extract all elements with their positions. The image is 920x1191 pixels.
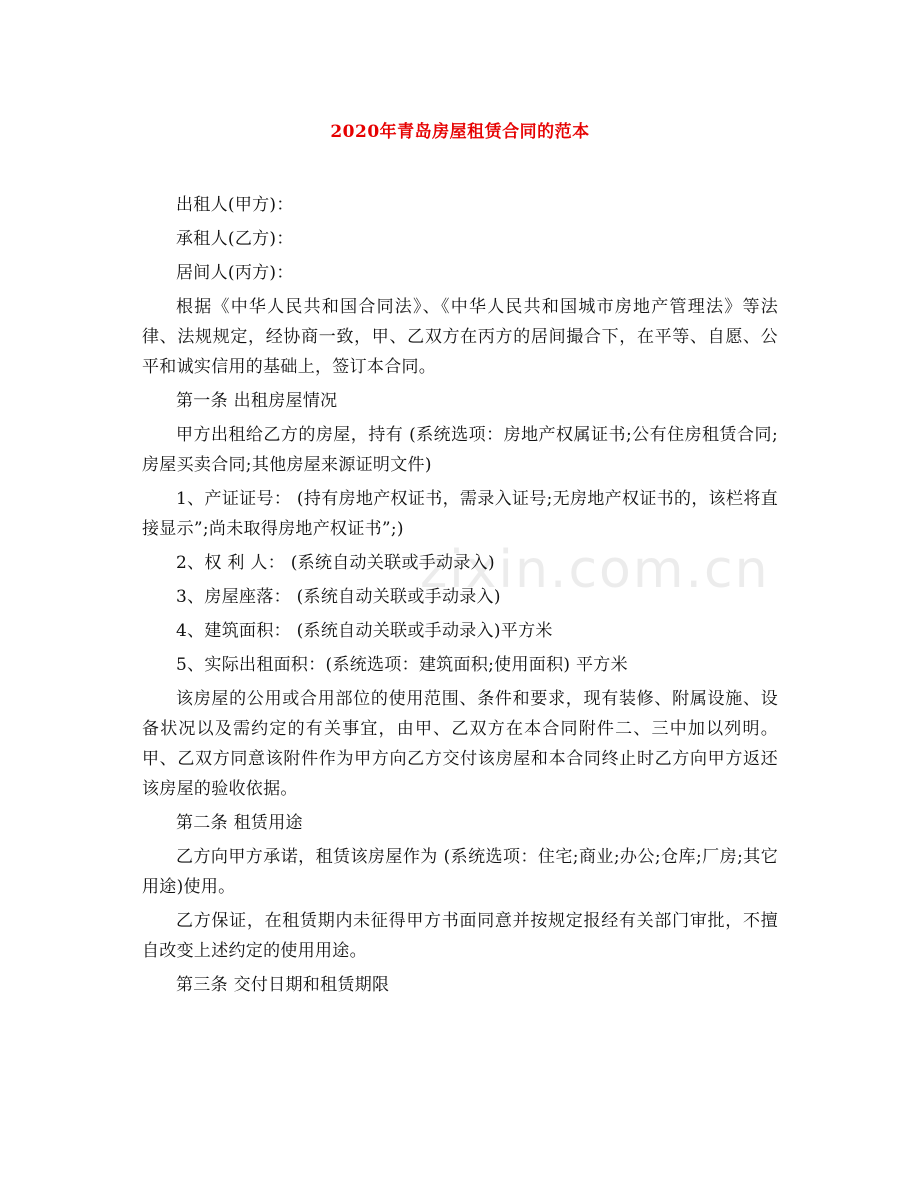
item-location: 3、房屋座落： (系统自动关联或手动录入) (176, 587, 501, 607)
paragraph-lessee: 承租人(乙方)： (176, 229, 294, 249)
paragraph-property-certificate: 甲方出租给乙方的房屋，持有 (系统选项：房地产权属证书;公有住房租赁合同;房屋买卖合同;其他房屋来源证明文件) (142, 425, 778, 475)
article-2-heading: 第二条 租赁用途 (176, 813, 303, 833)
paragraph-common-areas: 该房屋的公用或合用部位的使用范围、条件和要求，现有装修、附属设施、设备状况以及需约定的有关事宜，由甲、乙双方在本合同附件二、三中加以列明。甲、乙双方同意该附件作为甲方向乙方交付该房屋和本合同终止时乙方向甲方返还该房屋的验收依据。 (142, 689, 778, 799)
paragraph-intermediary: 居间人(丙方)： (176, 263, 294, 283)
item-building-area: 4、建筑面积： (系统自动关联或手动录入)平方米 (176, 621, 553, 641)
paragraph-usage-promise: 乙方向甲方承诺，租赁该房屋作为 (系统选项：住宅;商业;办公;仓库;厂房;其它用途)使用。 (142, 847, 778, 897)
item-certificate-number: 1、产证证号： (持有房地产权证书，需录入证号;无房地产权证书的，该栏将直接显示”;尚未取得房地产权证书”;) (142, 489, 778, 539)
article-1-heading: 第一条 出租房屋情况 (176, 391, 338, 411)
article-3-heading: 第三条 交付日期和租赁期限 (176, 975, 390, 995)
document-body (142, 190, 778, 1004)
item-owner: 2、权 利 人： (系统自动关联或手动录入) (176, 553, 495, 573)
paragraph-lessor: 出租人(甲方)： (176, 195, 294, 215)
paragraph-usage-guarantee: 乙方保证，在租赁期内未征得甲方书面同意并按规定报经有关部门审批，不擅自改变上述约定的使用用途。 (142, 911, 778, 961)
item-rental-area: 5、实际出租面积：(系统选项：建筑面积;使用面积) 平方米 (176, 655, 628, 675)
document-title: 2020年青岛房屋租赁合同的范本 (330, 122, 590, 142)
watermark: zixin.com.cn (420, 540, 770, 600)
paragraph-preamble: 根据《中华人民共和国合同法》、《中华人民共和国城市房地产管理法》等法律、法规规定，经协商一致，甲、乙双方在丙方的居间撮合下，在平等、自愿、公平和诚实信用的基础上，签订本合同。 (142, 297, 778, 377)
